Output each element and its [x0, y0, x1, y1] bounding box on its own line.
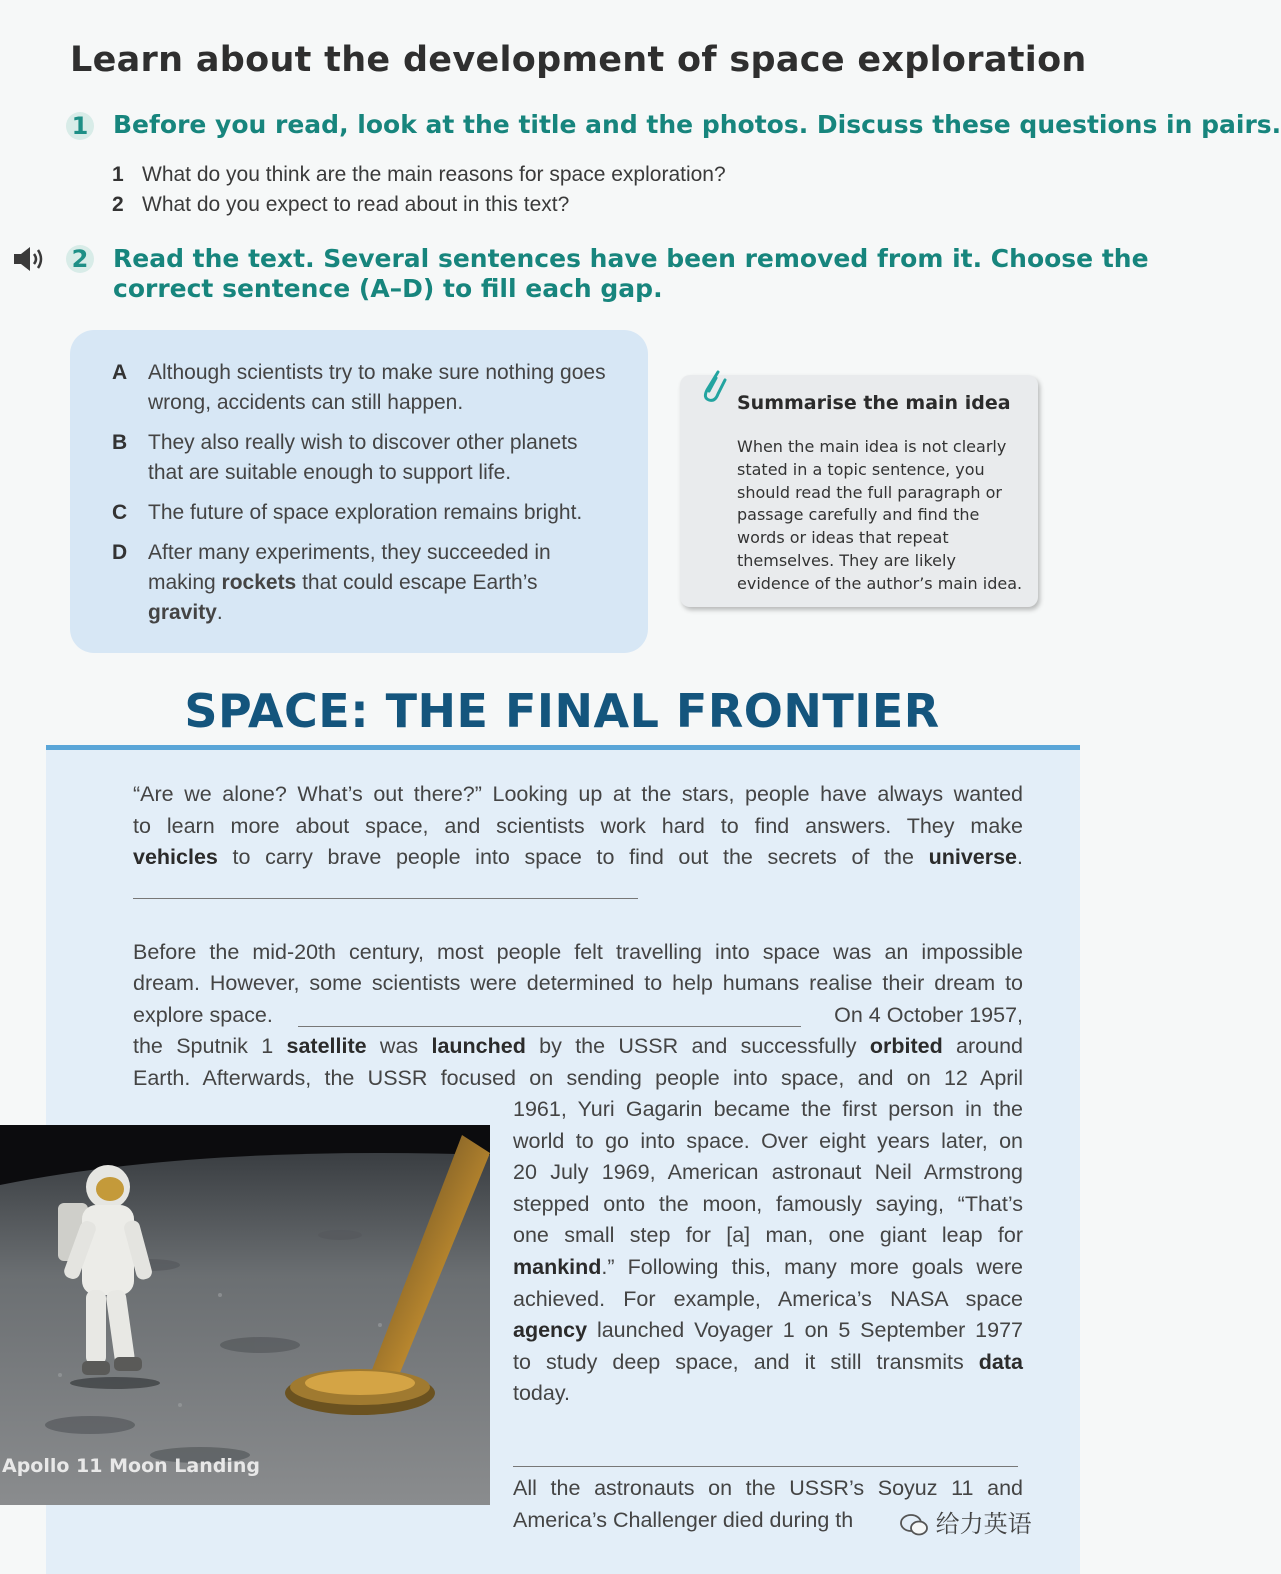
article-p3-line2: America’s Challenger died during th [513, 1508, 854, 1532]
article-p2-line4: the Sputnik 1 satellite was launched by the USSR and successfully orbited around [133, 1034, 1023, 1058]
article-p2-line3-start: explore space. [133, 1003, 273, 1027]
audio-speaker-icon[interactable] [12, 245, 48, 273]
question-1: 1 What do you think are the main reasons for space exploration? [112, 163, 726, 186]
wechat-icon [900, 1513, 928, 1537]
article-p2-line11: mankind.” Following this, many more goals were [513, 1255, 1023, 1279]
answer-gap-1[interactable] [133, 898, 638, 899]
article-p2-line8: 20 July 1969, American astronaut Neil Armstrong [513, 1160, 1023, 1184]
answer-gap-2[interactable] [298, 1026, 801, 1027]
article-p2-line13: agency launched Voyager 1 on 5 September 1977 [513, 1318, 1023, 1342]
article-p3-line1: All the astronauts on the USSR’s Soyuz 11 and [513, 1476, 1023, 1500]
article-p2-line1: Before the mid-20th century, most people felt travelling into space was an impossible [133, 940, 1023, 964]
photo-caption: Apollo 11 Moon Landing [2, 1455, 260, 1477]
article-p1-line3: vehicles to carry brave people into space to find out the secrets of the universe. [133, 845, 1023, 869]
article-p1-line1: “Are we alone? What’s out there?” Looking up at the stars, people have always wanted [133, 782, 1023, 806]
task-2-instruction-line2: correct sentence (A–D) to fill each gap. [113, 274, 663, 303]
task-number-1: 1 [66, 112, 94, 140]
article-p1-line2: to learn more about space, and scientists work hard to find answers. They make [133, 814, 1023, 838]
tip-body: When the main idea is not clearly stated in a topic sentence, you should read the full paragraph or passage carefully and find the words or ideas that repeat themselves. They are likely evidence of the author’s main idea. [737, 437, 1023, 593]
question-2: 2 What do you expect to read about in this text? [112, 193, 570, 216]
article-title: SPACE: THE FINAL FRONTIER [184, 684, 940, 738]
paperclip-icon [698, 368, 728, 404]
page-title: Learn about the development of space exploration [70, 40, 1087, 80]
watermark: 给力英语 [900, 1504, 1032, 1539]
answer-gap-3[interactable] [513, 1466, 1018, 1467]
article-p2-line6: 1961, Yuri Gagarin became the first person in the [513, 1097, 1023, 1121]
article-p2-line2: dream. However, some scientists were determined to help humans realise their dream to [133, 971, 1023, 995]
article-p2-line3-end: On 4 October 1957, [834, 1003, 1023, 1027]
article-p2-line15: today. [513, 1381, 570, 1405]
task-number-2: 2 [66, 245, 94, 273]
task-1-instruction: Before you read, look at the title and the photos. Discuss these questions in pairs. [113, 110, 1281, 139]
tip-title: Summarise the main idea [737, 392, 1011, 414]
article-p2-line5: Earth. Afterwards, the USSR focused on sending people into space, and on 12 April [133, 1066, 1023, 1090]
article-p2-line10: one small step for [a] man, one giant leap for [513, 1223, 1023, 1247]
article-p2-line7: world to go into space. Over eight years later, on [513, 1129, 1023, 1153]
moon-landing-photo [0, 1125, 490, 1505]
article-p2-line14: to study deep space, and it still transmits data [513, 1350, 1023, 1374]
article-p2-line12: achieved. For example, America’s NASA space [513, 1287, 1023, 1311]
article-p2-line9: stepped onto the moon, famously saying, “That’s [513, 1192, 1023, 1216]
task-2-instruction-line1: Read the text. Several sentences have been removed from it. Choose the [113, 244, 1149, 273]
